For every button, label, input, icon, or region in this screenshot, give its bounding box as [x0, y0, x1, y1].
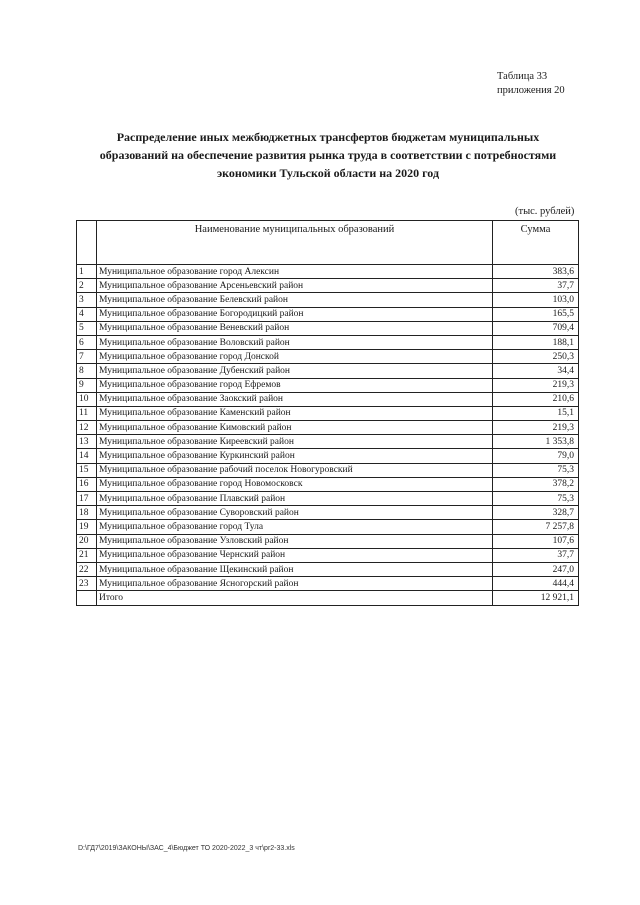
municipality-name-cell: Муниципальное образование Щекинский район [97, 562, 493, 576]
row-number-cell: 21 [77, 548, 97, 562]
row-number-cell: 15 [77, 463, 97, 477]
municipality-name-cell: Муниципальное образование Белевский район [97, 293, 493, 307]
municipality-name-cell: Муниципальное образование Плавский район [97, 492, 493, 506]
amount-cell: 378,2 [493, 477, 579, 491]
amount-cell: 107,6 [493, 534, 579, 548]
amount-cell: 79,0 [493, 449, 579, 463]
municipality-name-cell: Муниципальное образование город Тула [97, 520, 493, 534]
municipality-name-cell: Муниципальное образование Киреевский район [97, 435, 493, 449]
row-number-cell: 5 [77, 321, 97, 335]
units-label: (тыс. рублей) [515, 206, 575, 217]
municipality-name-cell: Муниципальное образование Арсеньевский район [97, 279, 493, 293]
row-number-cell: 22 [77, 562, 97, 576]
table-row [77, 449, 579, 463]
title-line-3: экономики Тульской области на 2020 год [216, 166, 440, 180]
row-number-cell: 8 [77, 364, 97, 378]
amount-cell: 444,4 [493, 577, 579, 591]
municipality-name-cell: Муниципальное образование город Новомосковск [97, 477, 493, 491]
table-reference-note [497, 70, 565, 98]
amount-cell: 250,3 [493, 350, 579, 364]
amount-cell: 210,6 [493, 392, 579, 406]
municipality-name-cell: Муниципальное образование Куркинский район [97, 449, 493, 463]
municipality-name-cell: Муниципальное образование Чернский район [97, 548, 493, 562]
row-number-cell: 2 [77, 279, 97, 293]
amount-cell: 75,3 [493, 463, 579, 477]
table-row [77, 435, 579, 449]
table-row [77, 307, 579, 321]
transfers-table [76, 220, 579, 606]
amount-cell: 328,7 [493, 506, 579, 520]
table-row [77, 463, 579, 477]
row-number-cell: 11 [77, 406, 97, 420]
table-row [77, 279, 579, 293]
amount-cell: 34,4 [493, 364, 579, 378]
municipality-name-cell: Муниципальное образование Кимовский район [97, 421, 493, 435]
total-row [77, 591, 579, 605]
table-row [77, 477, 579, 491]
table-row [77, 492, 579, 506]
amount-cell: 12 921,1 [493, 591, 579, 605]
table-row [77, 421, 579, 435]
table-row [77, 321, 579, 335]
amount-cell: 247,0 [493, 562, 579, 576]
amount-cell: 37,7 [493, 279, 579, 293]
row-number-cell: 20 [77, 534, 97, 548]
amount-cell: 165,5 [493, 307, 579, 321]
table-row [77, 520, 579, 534]
row-number-cell: 9 [77, 378, 97, 392]
row-number-cell: 17 [77, 492, 97, 506]
row-number-cell: 10 [77, 392, 97, 406]
amount-cell: 15,1 [493, 406, 579, 420]
file-path-footer: D:\ГД7\2019\ЗАКОНЫ\ЗАС_4\Бюджет ТО 2020-2022_3 чт\pr2-33.xls [78, 845, 295, 852]
table-row [77, 548, 579, 562]
table-row [77, 534, 579, 548]
row-number-cell: 1 [77, 265, 97, 279]
municipality-name-cell: Муниципальное образование Веневский район [97, 321, 493, 335]
row-number-cell: 6 [77, 335, 97, 349]
municipality-name-cell: Муниципальное образование Воловский район [97, 335, 493, 349]
municipality-name-cell: Итого [97, 591, 493, 605]
title-line-2: образований на обеспечение развития рынка труда в соответствии с потребностями [99, 148, 557, 162]
table-row [77, 406, 579, 420]
row-number-cell: 4 [77, 307, 97, 321]
amount-cell: 219,3 [493, 421, 579, 435]
municipality-name-cell: Муниципальное образование Узловский район [97, 534, 493, 548]
amount-cell: 103,0 [493, 293, 579, 307]
row-number-cell: 16 [77, 477, 97, 491]
municipality-name-cell: Муниципальное образование Каменский район [97, 406, 493, 420]
title-line-1: Распределение иных межбюджетных трансфертов бюджетам муниципальных [116, 130, 540, 144]
header-number [77, 221, 97, 265]
municipality-name-cell: Муниципальное образование Богородицкий район [97, 307, 493, 321]
appendix-number-label: приложения 20 [497, 85, 565, 96]
row-number-cell [77, 591, 97, 605]
table-row [77, 506, 579, 520]
row-number-cell: 19 [77, 520, 97, 534]
table-row [77, 577, 579, 591]
row-number-cell: 23 [77, 577, 97, 591]
document-title [78, 128, 578, 182]
table-row [77, 378, 579, 392]
amount-cell: 219,3 [493, 378, 579, 392]
amount-cell: 188,1 [493, 335, 579, 349]
amount-cell: 709,4 [493, 321, 579, 335]
table-row [77, 350, 579, 364]
table-row [77, 392, 579, 406]
municipality-name-cell: Муниципальное образование Дубенский район [97, 364, 493, 378]
row-number-cell: 3 [77, 293, 97, 307]
municipality-name-cell: Муниципальное образование Заокский район [97, 392, 493, 406]
row-number-cell: 12 [77, 421, 97, 435]
municipality-name-cell: Муниципальное образование Ясногорский район [97, 577, 493, 591]
municipality-name-cell: Муниципальное образование рабочий поселок Новогуровский [97, 463, 493, 477]
header-sum: Сумма [493, 221, 579, 265]
amount-cell: 383,6 [493, 265, 579, 279]
table-header-row [77, 221, 579, 265]
amount-cell: 7 257,8 [493, 520, 579, 534]
row-number-cell: 18 [77, 506, 97, 520]
table-row [77, 364, 579, 378]
amount-cell: 1 353,8 [493, 435, 579, 449]
amount-cell: 37,7 [493, 548, 579, 562]
table-row [77, 335, 579, 349]
table-row [77, 265, 579, 279]
row-number-cell: 13 [77, 435, 97, 449]
municipality-name-cell: Муниципальное образование Суворовский район [97, 506, 493, 520]
amount-cell: 75,3 [493, 492, 579, 506]
row-number-cell: 14 [77, 449, 97, 463]
municipality-name-cell: Муниципальное образование город Ефремов [97, 378, 493, 392]
header-name: Наименование муниципальных образований [97, 221, 493, 265]
municipality-name-cell: Муниципальное образование город Алексин [97, 265, 493, 279]
municipality-name-cell: Муниципальное образование город Донской [97, 350, 493, 364]
table-row [77, 293, 579, 307]
row-number-cell: 7 [77, 350, 97, 364]
table-number-label: Таблица 33 [497, 71, 548, 82]
table-row [77, 562, 579, 576]
